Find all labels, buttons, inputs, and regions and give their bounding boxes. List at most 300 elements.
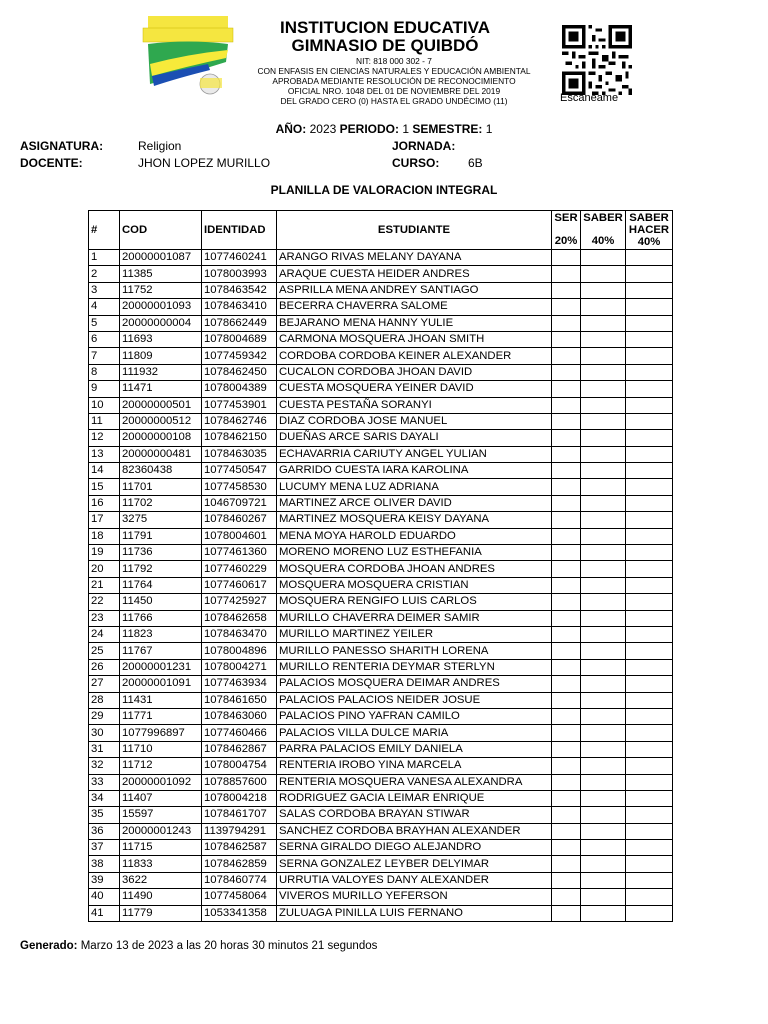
grade-hacer-cell[interactable]: [626, 856, 673, 872]
docente-value: JHON LOPEZ MURILLO: [138, 156, 271, 170]
table-row: [89, 872, 673, 888]
row-estudiante: PALACIOS PALACIOS NEIDER JOSUE: [277, 692, 552, 708]
grade-ser-cell[interactable]: [552, 446, 581, 462]
grade-ser-cell[interactable]: [552, 659, 581, 675]
row-estudiante: MOSQUERA CORDOBA JHOAN ANDRES: [277, 561, 552, 577]
grade-hacer-cell[interactable]: [626, 397, 673, 413]
table-row: [89, 659, 673, 675]
row-identidad: 1078461707: [202, 807, 277, 823]
row-estudiante: CUESTA PESTAÑA SORANYI: [277, 397, 552, 413]
grade-saber-cell[interactable]: [581, 692, 626, 708]
row-num: 28: [89, 692, 120, 708]
grade-hacer-cell[interactable]: [626, 512, 673, 528]
row-cod: 20000001087: [120, 250, 202, 266]
row-num: 31: [89, 741, 120, 757]
asignatura-value: Religion: [138, 139, 182, 153]
row-identidad: 1077461360: [202, 545, 277, 561]
row-identidad: 1077425927: [202, 594, 277, 610]
row-cod: 11702: [120, 495, 202, 511]
row-num: 4: [89, 299, 120, 315]
grade-saber-cell[interactable]: [581, 823, 626, 839]
grade-saber-cell[interactable]: [581, 708, 626, 724]
grade-saber-cell[interactable]: [581, 561, 626, 577]
grade-hacer-cell[interactable]: [626, 315, 673, 331]
row-cod: 11766: [120, 610, 202, 626]
grade-saber-cell[interactable]: [581, 676, 626, 692]
resolution-line: OFICIAL NRO. 1048 DEL 01 DE NOVIEMBRE DEL 2019: [287, 86, 501, 96]
row-cod: 11407: [120, 790, 202, 806]
grade-ser-cell[interactable]: [552, 545, 581, 561]
row-cod: 11450: [120, 594, 202, 610]
row-cod: 20000001243: [120, 823, 202, 839]
table-header-row: [89, 211, 673, 250]
row-num: 5: [89, 315, 120, 331]
grade-ser-cell[interactable]: [552, 889, 581, 905]
grade-ser-cell[interactable]: [552, 872, 581, 888]
row-cod: 11771: [120, 708, 202, 724]
row-identidad: 1077460241: [202, 250, 277, 266]
row-cod: 3275: [120, 512, 202, 528]
row-cod: 15597: [120, 807, 202, 823]
table-row: [89, 594, 673, 610]
table-row: [89, 331, 673, 347]
row-num: 13: [89, 446, 120, 462]
row-num: 15: [89, 479, 120, 495]
grade-ser-cell[interactable]: [552, 315, 581, 331]
row-num: 6: [89, 331, 120, 347]
table-row: [89, 790, 673, 806]
row-num: 27: [89, 676, 120, 692]
grade-saber-cell[interactable]: [581, 594, 626, 610]
grade-ser-cell[interactable]: [552, 331, 581, 347]
table-row: [89, 643, 673, 659]
row-cod: 20000001093: [120, 299, 202, 315]
row-identidad: 1077460466: [202, 725, 277, 741]
table-row: [89, 364, 673, 380]
grade-ser-cell[interactable]: [552, 561, 581, 577]
row-estudiante: MORENO MORENO LUZ ESTHEFANIA: [277, 545, 552, 561]
grade-saber-cell[interactable]: [581, 528, 626, 544]
row-num: 19: [89, 545, 120, 561]
row-num: 11: [89, 413, 120, 429]
row-num: 1: [89, 250, 120, 266]
grade-ser-cell[interactable]: [552, 610, 581, 626]
grade-ser-cell[interactable]: [552, 758, 581, 774]
grade-hacer-cell[interactable]: [626, 905, 673, 921]
row-identidad: 1078662449: [202, 315, 277, 331]
generated-label: Generado:: [20, 940, 78, 952]
table-row: [89, 348, 673, 364]
grade-ser-cell[interactable]: [552, 430, 581, 446]
grade-saber-cell[interactable]: [581, 840, 626, 856]
row-num: 10: [89, 397, 120, 413]
table-row: [89, 463, 673, 479]
table-row: [89, 741, 673, 757]
grade-hacer-cell[interactable]: [626, 446, 673, 462]
row-cod: 20000000512: [120, 413, 202, 429]
grade-saber-cell[interactable]: [581, 446, 626, 462]
row-estudiante: CUESTA MOSQUERA YEINER DAVID: [277, 381, 552, 397]
row-cod: 82360438: [120, 463, 202, 479]
row-estudiante: SANCHEZ CORDOBA BRAYHAN ALEXANDER: [277, 823, 552, 839]
col-hacer-label2: HACER: [628, 224, 670, 236]
col-ser: [552, 211, 581, 250]
curso-value: 6B: [468, 156, 483, 170]
grade-hacer-cell[interactable]: [626, 692, 673, 708]
grade-saber-cell[interactable]: [581, 397, 626, 413]
row-cod: 11471: [120, 381, 202, 397]
row-num: 26: [89, 659, 120, 675]
grade-saber-cell[interactable]: [581, 479, 626, 495]
grade-saber-cell[interactable]: [581, 331, 626, 347]
grade-ser-cell[interactable]: [552, 364, 581, 380]
row-identidad: 1077453901: [202, 397, 277, 413]
grade-ser-cell[interactable]: [552, 774, 581, 790]
grades-table: [88, 210, 673, 922]
grade-saber-cell[interactable]: [581, 659, 626, 675]
grade-hacer-cell[interactable]: [626, 741, 673, 757]
row-estudiante: BECERRA CHAVERRA SALOME: [277, 299, 552, 315]
table-row: [89, 430, 673, 446]
grade-saber-cell[interactable]: [581, 381, 626, 397]
grade-ser-cell[interactable]: [552, 594, 581, 610]
col-ser-pct: 20%: [554, 235, 578, 247]
grade-saber-cell[interactable]: [581, 299, 626, 315]
row-num: 16: [89, 495, 120, 511]
row-estudiante: SERNA GIRALDO DIEGO ALEJANDRO: [277, 840, 552, 856]
row-num: 35: [89, 807, 120, 823]
grade-saber-cell[interactable]: [581, 430, 626, 446]
grade-ser-cell[interactable]: [552, 512, 581, 528]
row-estudiante: SERNA GONZALEZ LEYBER DELYIMAR: [277, 856, 552, 872]
grade-saber-cell[interactable]: [581, 872, 626, 888]
grade-ser-cell[interactable]: [552, 413, 581, 429]
jornada-label: JORNADA:: [392, 139, 456, 153]
row-num: 14: [89, 463, 120, 479]
grade-hacer-cell[interactable]: [626, 430, 673, 446]
grade-ser-cell[interactable]: [552, 741, 581, 757]
grade-hacer-cell[interactable]: [626, 577, 673, 593]
grade-saber-cell[interactable]: [581, 626, 626, 642]
grade-saber-cell[interactable]: [581, 364, 626, 380]
row-cod: 11736: [120, 545, 202, 561]
row-estudiante: PARRA PALACIOS EMILY DANIELA: [277, 741, 552, 757]
grade-ser-cell[interactable]: [552, 840, 581, 856]
table-row: [89, 626, 673, 642]
grade-ser-cell[interactable]: [552, 626, 581, 642]
row-estudiante: CUCALON CORDOBA JHOAN DAVID: [277, 364, 552, 380]
planilla-title: PLANILLA DE VALORACION INTEGRAL: [270, 183, 498, 197]
table-row: [89, 905, 673, 921]
row-num: 3: [89, 282, 120, 298]
grade-hacer-cell[interactable]: [626, 495, 673, 511]
grade-hacer-cell[interactable]: [626, 479, 673, 495]
grade-ser-cell[interactable]: [552, 266, 581, 282]
grade-hacer-cell[interactable]: [626, 889, 673, 905]
grade-saber-cell[interactable]: [581, 577, 626, 593]
row-identidad: 1078004271: [202, 659, 277, 675]
periodo-value: 1: [402, 122, 410, 136]
grade-hacer-cell[interactable]: [626, 299, 673, 315]
grade-hacer-cell[interactable]: [626, 610, 673, 626]
grade-saber-cell[interactable]: [581, 250, 626, 266]
grade-saber-cell[interactable]: [581, 725, 626, 741]
school-logo: [138, 14, 238, 102]
row-num: 2: [89, 266, 120, 282]
row-cod: 11767: [120, 643, 202, 659]
grade-hacer-cell[interactable]: [626, 463, 673, 479]
row-num: 9: [89, 381, 120, 397]
row-identidad: 1078857600: [202, 774, 277, 790]
grade-ser-cell[interactable]: [552, 479, 581, 495]
row-cod: 20000000004: [120, 315, 202, 331]
row-estudiante: BEJARANO MENA HANNY YULIE: [277, 315, 552, 331]
grade-hacer-cell[interactable]: [626, 413, 673, 429]
table-row: [89, 807, 673, 823]
row-cod: 11490: [120, 889, 202, 905]
generated-line: [20, 940, 377, 952]
row-identidad: 1139794291: [202, 823, 277, 839]
year-value: 2023: [309, 122, 337, 136]
grade-saber-cell[interactable]: [581, 905, 626, 921]
row-cod: 11752: [120, 282, 202, 298]
grade-ser-cell[interactable]: [552, 250, 581, 266]
grade-hacer-cell[interactable]: [626, 545, 673, 561]
grade-hacer-cell[interactable]: [626, 807, 673, 823]
row-num: 41: [89, 905, 120, 921]
row-identidad: 1046709721: [202, 495, 277, 511]
row-num: 17: [89, 512, 120, 528]
table-row: [89, 676, 673, 692]
row-num: 34: [89, 790, 120, 806]
grade-hacer-cell[interactable]: [626, 725, 673, 741]
grade-hacer-cell[interactable]: [626, 348, 673, 364]
row-num: 32: [89, 758, 120, 774]
row-estudiante: PALACIOS PINO YAFRAN CAMILO: [277, 708, 552, 724]
grade-hacer-cell[interactable]: [626, 250, 673, 266]
scan-label: Escanéame: [560, 92, 619, 104]
row-num: 36: [89, 823, 120, 839]
grade-ser-cell[interactable]: [552, 856, 581, 872]
row-identidad: 1077459342: [202, 348, 277, 364]
curso-label: CURSO:: [392, 156, 440, 170]
row-identidad: 1053341358: [202, 905, 277, 921]
row-identidad: 1078462150: [202, 430, 277, 446]
grade-ser-cell[interactable]: [552, 790, 581, 806]
grade-saber-cell[interactable]: [581, 545, 626, 561]
row-identidad: 1078462746: [202, 413, 277, 429]
grade-ser-cell[interactable]: [552, 905, 581, 921]
row-estudiante: MOSQUERA MOSQUERA CRISTIAN: [277, 577, 552, 593]
row-identidad: 1078461650: [202, 692, 277, 708]
row-identidad: 1078463060: [202, 708, 277, 724]
row-cod: 11792: [120, 561, 202, 577]
table-row: [89, 266, 673, 282]
row-identidad: 1078003993: [202, 266, 277, 282]
row-num: 12: [89, 430, 120, 446]
grade-saber-cell[interactable]: [581, 463, 626, 479]
row-estudiante: MURILLO MARTINEZ YEILER: [277, 626, 552, 642]
grade-hacer-cell[interactable]: [626, 790, 673, 806]
grade-ser-cell[interactable]: [552, 725, 581, 741]
docente-label: DOCENTE:: [20, 156, 83, 170]
row-num: 39: [89, 872, 120, 888]
period-line: [0, 122, 768, 136]
grade-saber-cell[interactable]: [581, 610, 626, 626]
nit: NIT: 818 000 302 - 7: [356, 56, 432, 66]
col-ser-label: SER: [554, 212, 578, 224]
row-cod: 11712: [120, 758, 202, 774]
grade-ser-cell[interactable]: [552, 676, 581, 692]
row-cod: 11385: [120, 266, 202, 282]
grade-saber-cell[interactable]: [581, 282, 626, 298]
qr-code-icon[interactable]: [562, 25, 632, 95]
grade-ser-cell[interactable]: [552, 823, 581, 839]
row-num: 29: [89, 708, 120, 724]
grade-saber-cell[interactable]: [581, 758, 626, 774]
row-identidad: 1078004601: [202, 528, 277, 544]
grade-hacer-cell[interactable]: [626, 331, 673, 347]
grade-ser-cell[interactable]: [552, 495, 581, 511]
row-estudiante: MURILLO RENTERIA DEYMAR STERLYN: [277, 659, 552, 675]
table-row: [89, 315, 673, 331]
grade-ser-cell[interactable]: [552, 528, 581, 544]
grade-hacer-cell[interactable]: [626, 823, 673, 839]
row-num: 22: [89, 594, 120, 610]
grade-hacer-cell[interactable]: [626, 659, 673, 675]
row-num: 38: [89, 856, 120, 872]
school-name: GIMNASIO DE QUIBDÓ: [291, 36, 479, 55]
col-saber-label: SABER: [583, 212, 623, 224]
grade-ser-cell[interactable]: [552, 643, 581, 659]
grade-saber-cell[interactable]: [581, 741, 626, 757]
grade-hacer-cell[interactable]: [626, 708, 673, 724]
row-num: 8: [89, 364, 120, 380]
grade-saber-cell[interactable]: [581, 348, 626, 364]
row-estudiante: RENTERIA MOSQUERA VANESA ALEXANDRA: [277, 774, 552, 790]
table-row: [89, 774, 673, 790]
row-cod: 20000000108: [120, 430, 202, 446]
grade-ser-cell[interactable]: [552, 463, 581, 479]
col-cod: COD: [120, 211, 202, 250]
grade-ser-cell[interactable]: [552, 397, 581, 413]
grade-hacer-cell[interactable]: [626, 528, 673, 544]
grade-saber-cell[interactable]: [581, 643, 626, 659]
grade-ser-cell[interactable]: [552, 348, 581, 364]
row-cod: 11710: [120, 741, 202, 757]
row-estudiante: CORDOBA CORDOBA KEINER ALEXANDER: [277, 348, 552, 364]
row-estudiante: GARRIDO CUESTA IARA KAROLINA: [277, 463, 552, 479]
grade-hacer-cell[interactable]: [626, 676, 673, 692]
grades-line: DEL GRADO CERO (0) HASTA EL GRADO UNDÉCIMO (11): [280, 96, 508, 106]
table-row: [89, 299, 673, 315]
row-estudiante: ARAQUE CUESTA HEIDER ANDRES: [277, 266, 552, 282]
semestre-label: SEMESTRE:: [412, 122, 483, 136]
col-hacer-pct: 40%: [637, 236, 661, 248]
grade-ser-cell[interactable]: [552, 708, 581, 724]
grade-hacer-cell[interactable]: [626, 774, 673, 790]
row-identidad: 1078463542: [202, 282, 277, 298]
grade-hacer-cell[interactable]: [626, 840, 673, 856]
grade-saber-cell[interactable]: [581, 512, 626, 528]
grade-hacer-cell[interactable]: [626, 594, 673, 610]
grade-saber-cell[interactable]: [581, 315, 626, 331]
approval-line: APROBADA MEDIANTE RESOLUCIÓN DE RECONOCIMIENTO: [272, 76, 516, 86]
col-num: #: [89, 211, 120, 250]
row-identidad: 1078004389: [202, 381, 277, 397]
row-identidad: 1078463035: [202, 446, 277, 462]
grade-saber-cell[interactable]: [581, 889, 626, 905]
grade-hacer-cell[interactable]: [626, 561, 673, 577]
table-row: [89, 758, 673, 774]
grade-ser-cell[interactable]: [552, 692, 581, 708]
grade-saber-cell[interactable]: [581, 856, 626, 872]
grade-hacer-cell[interactable]: [626, 364, 673, 380]
grade-saber-cell[interactable]: [581, 495, 626, 511]
row-cod: 11431: [120, 692, 202, 708]
row-estudiante: LUCUMY MENA LUZ ADRIANA: [277, 479, 552, 495]
row-estudiante: MENA MOYA HAROLD EDUARDO: [277, 528, 552, 544]
table-row: [89, 479, 673, 495]
grade-saber-cell[interactable]: [581, 790, 626, 806]
row-estudiante: ARANGO RIVAS MELANY DAYANA: [277, 250, 552, 266]
table-row: [89, 577, 673, 593]
table-row: [89, 856, 673, 872]
grade-ser-cell[interactable]: [552, 282, 581, 298]
grade-hacer-cell[interactable]: [626, 626, 673, 642]
grade-hacer-cell[interactable]: [626, 266, 673, 282]
grade-saber-cell[interactable]: [581, 413, 626, 429]
row-estudiante: MARTINEZ ARCE OLIVER DAVID: [277, 495, 552, 511]
row-cod: 3622: [120, 872, 202, 888]
row-cod: 1077996897: [120, 725, 202, 741]
row-estudiante: ZULUAGA PINILLA LUIS FERNANO: [277, 905, 552, 921]
row-estudiante: DUEÑAS ARCE SARIS DAYALI: [277, 430, 552, 446]
grade-hacer-cell[interactable]: [626, 872, 673, 888]
row-estudiante: MARTINEZ MOSQUERA KEISY DAYANA: [277, 512, 552, 528]
grade-ser-cell[interactable]: [552, 577, 581, 593]
col-hacer-label1: SABER: [629, 212, 669, 224]
year-label: AÑO:: [275, 122, 307, 136]
grade-hacer-cell[interactable]: [626, 381, 673, 397]
row-identidad: 1078463470: [202, 626, 277, 642]
row-identidad: 1078004896: [202, 643, 277, 659]
grade-saber-cell[interactable]: [581, 266, 626, 282]
row-cod: 11791: [120, 528, 202, 544]
row-num: 33: [89, 774, 120, 790]
table-row: [89, 692, 673, 708]
row-identidad: 1078462450: [202, 364, 277, 380]
grade-hacer-cell[interactable]: [626, 282, 673, 298]
table-row: [89, 725, 673, 741]
row-estudiante: VIVEROS MURILLO YEFERSON: [277, 889, 552, 905]
grade-ser-cell[interactable]: [552, 807, 581, 823]
grade-ser-cell[interactable]: [552, 381, 581, 397]
row-cod: 11715: [120, 840, 202, 856]
row-identidad: 1078462859: [202, 856, 277, 872]
grade-hacer-cell[interactable]: [626, 643, 673, 659]
grade-ser-cell[interactable]: [552, 299, 581, 315]
grade-hacer-cell[interactable]: [626, 758, 673, 774]
row-estudiante: SALAS CORDOBA BRAYAN STIWAR: [277, 807, 552, 823]
row-identidad: 1077460617: [202, 577, 277, 593]
row-identidad: 1078462658: [202, 610, 277, 626]
table-row: [89, 446, 673, 462]
table-row: [89, 561, 673, 577]
row-identidad: 1078460774: [202, 872, 277, 888]
grade-saber-cell[interactable]: [581, 774, 626, 790]
grade-saber-cell[interactable]: [581, 807, 626, 823]
